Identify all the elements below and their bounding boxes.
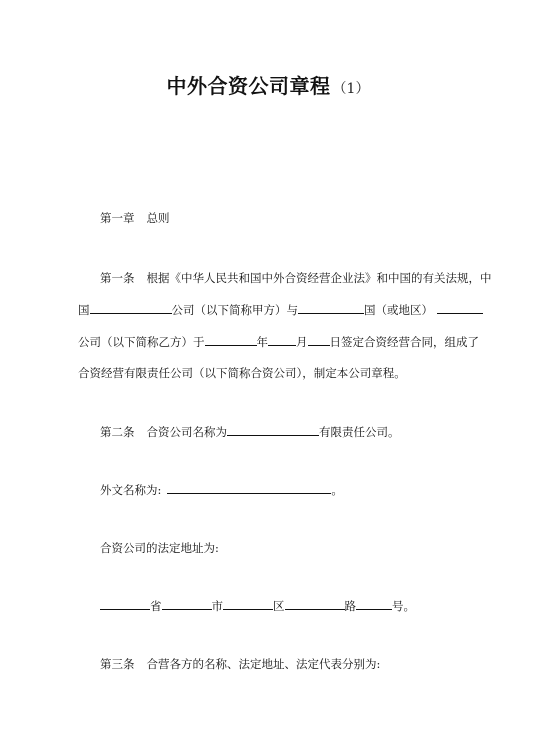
article2-text-a: 合资公司名称为 bbox=[146, 425, 227, 439]
article1-text-1: 根据《中华人民共和国中外合资经营企业法》和中国的有关法规，中 bbox=[146, 271, 492, 285]
blank-party-b-name[interactable] bbox=[437, 302, 483, 314]
blank-province[interactable] bbox=[100, 598, 150, 610]
foreign-name-end: 。 bbox=[331, 483, 343, 497]
legal-address-label-line bbox=[100, 540, 219, 556]
document-title bbox=[0, 70, 536, 99]
article1-text-2a: 国 bbox=[78, 303, 90, 317]
article1-text-3c: 月 bbox=[296, 335, 308, 349]
article2-text-b: 有限责任公司。 bbox=[319, 425, 400, 439]
article1-line4 bbox=[78, 365, 406, 381]
blank-road[interactable] bbox=[285, 598, 345, 610]
article1-text-4: 合资经营有限责任公司（以下简称合资公司），制定本公司章程。 bbox=[78, 366, 406, 380]
blank-city[interactable] bbox=[162, 598, 212, 610]
article1-line1 bbox=[100, 270, 492, 286]
article3-text: 合营各方的名称、法定地址、法定代表分别为: bbox=[146, 657, 381, 671]
addr-city: 市 bbox=[211, 599, 223, 613]
blank-month[interactable] bbox=[268, 334, 296, 346]
article1-text-3d: 日签定合资经营合同，组成了 bbox=[329, 335, 479, 349]
blank-year[interactable] bbox=[205, 334, 257, 346]
chapter-name: 总则 bbox=[146, 211, 170, 225]
addr-number: 号。 bbox=[392, 599, 415, 613]
foreign-name-line bbox=[100, 482, 343, 498]
chapter-label: 第一章 bbox=[100, 211, 135, 225]
article3-line1 bbox=[100, 656, 380, 672]
legal-address-label: 合资公司的法定地址为: bbox=[100, 541, 219, 555]
addr-district: 区 bbox=[273, 599, 285, 613]
blank-company-name[interactable] bbox=[227, 424, 319, 436]
title-suffix: （1） bbox=[332, 81, 370, 97]
article2-label: 第二条 bbox=[100, 425, 135, 439]
title-main: 中外合资公司章程 bbox=[166, 74, 331, 98]
blank-number[interactable] bbox=[356, 598, 392, 610]
blank-party-a-name[interactable] bbox=[90, 302, 172, 314]
foreign-name-label: 外文名称为: bbox=[100, 483, 162, 497]
article1-label: 第一条 bbox=[100, 271, 135, 285]
chapter-heading bbox=[100, 210, 170, 226]
blank-foreign-name[interactable] bbox=[167, 482, 331, 494]
blank-party-b-country[interactable] bbox=[298, 302, 364, 314]
article1-text-2b: 公司（以下简称甲方）与 bbox=[171, 303, 298, 317]
addr-province: 省 bbox=[150, 599, 162, 613]
article1-text-3a: 公司（以下简称乙方）于 bbox=[78, 335, 205, 349]
article1-text-2c: 国（或地区） bbox=[364, 303, 433, 317]
addr-road: 路 bbox=[344, 599, 356, 613]
article1-line3 bbox=[78, 334, 479, 350]
article1-text-3b: 年 bbox=[256, 335, 268, 349]
article3-label: 第三条 bbox=[100, 657, 135, 671]
blank-day[interactable] bbox=[308, 334, 330, 346]
article1-line2 bbox=[78, 302, 483, 318]
address-line bbox=[100, 598, 415, 614]
article2-line1 bbox=[100, 424, 400, 440]
blank-district[interactable] bbox=[223, 598, 273, 610]
